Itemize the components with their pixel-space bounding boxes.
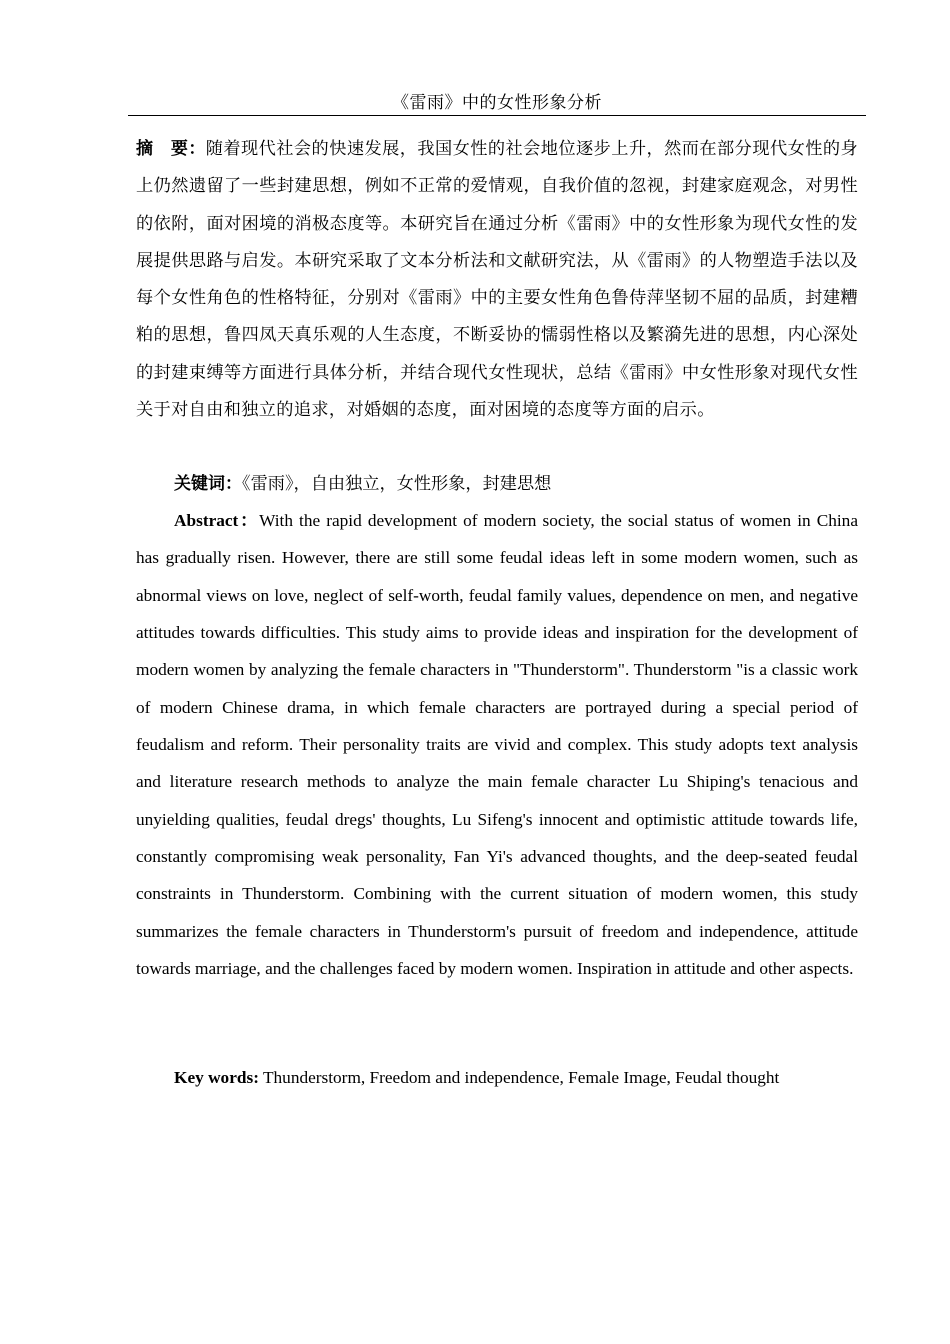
english-keywords-label: Key words: [174,1068,259,1087]
english-abstract-text: With the rapid development of modern society, the social status of women in China has gradually risen. However, there are still some feudal ideas left in some modern women, such as abnormal views on love, neglect of self-worth, feudal family values, dependence on men, and negative attitudes towards difficulties. This study aims to provide ideas and inspiration for the development of modern women by analyzing the female characters in "Thunderstorm". Thunderstorm "is a classic work of modern Chinese drama, in which female characters are portrayed during a special period of feudalism and reform. Their personality traits are vivid and complex. This study adopts text analysis and literature research methods to analyze the main female character Lu Shiping's tenacious and unyielding qualities, feudal dregs' thoughts, Lu Sifeng's innocent and optimistic attitude towards life, constantly compromising weak personality, Fan Yi's advanced thoughts, and the deep-seated feudal constraints in Thunderstorm. Combining with the current situation of modern women, this study summarizes the female characters in Thunderstorm's pursuit of freedom and independence, attitude towards marriage, and the challenges faced by modern women. Inspiration in attitude and other aspects. [136,511,858,979]
chinese-abstract-text: 随着现代社会的快速发展，我国女性的社会地位逐步上升，然而在部分现代女性的身上仍然遗留了一些封建思想，例如不正常的爱情观，自我价值的忽视，封建家庭观念，对男性的依附，面对困境的消极态度等。本研究旨在通过分析《雷雨》中的女性形象为现代女性的发展提供思路与启发。本研究采取了文本分析法和文献研究法，从《雷雨》的人物塑造手法以及每个女性角色的性格特征，分别对《雷雨》中的主要女性角色鲁侍萍坚韧不屈的品质，封建糟粕的思想，鲁四凤天真乐观的人生态度，不断妥协的懦弱性格以及繁漪先进的思想，内心深处的封建束缚等方面进行具体分析，并结合现代女性现状，总结《雷雨》中女性形象对现代女性关于对自由和独立的追求，对婚姻的态度，面对困境的态度等方面的启示。 [136,139,859,421]
english-abstract [136,502,858,987]
chinese-abstract [136,131,858,429]
english-keywords [136,1060,858,1096]
english-abstract-label: Abstract： [174,511,260,530]
running-header [128,91,866,116]
chinese-keywords-label: 关键词： [174,474,242,494]
chinese-keywords-text: 《雷雨》，自由独立，女性形象，封建思想 [242,474,552,494]
running-title: 《雷雨》中的女性形象分析 [392,93,602,113]
chinese-abstract-label: 摘 要： [136,139,206,159]
chinese-keywords [136,466,858,502]
english-keywords-text: Thunderstorm, Freedom and independence, Female Image, Feudal thought [258,1068,780,1087]
